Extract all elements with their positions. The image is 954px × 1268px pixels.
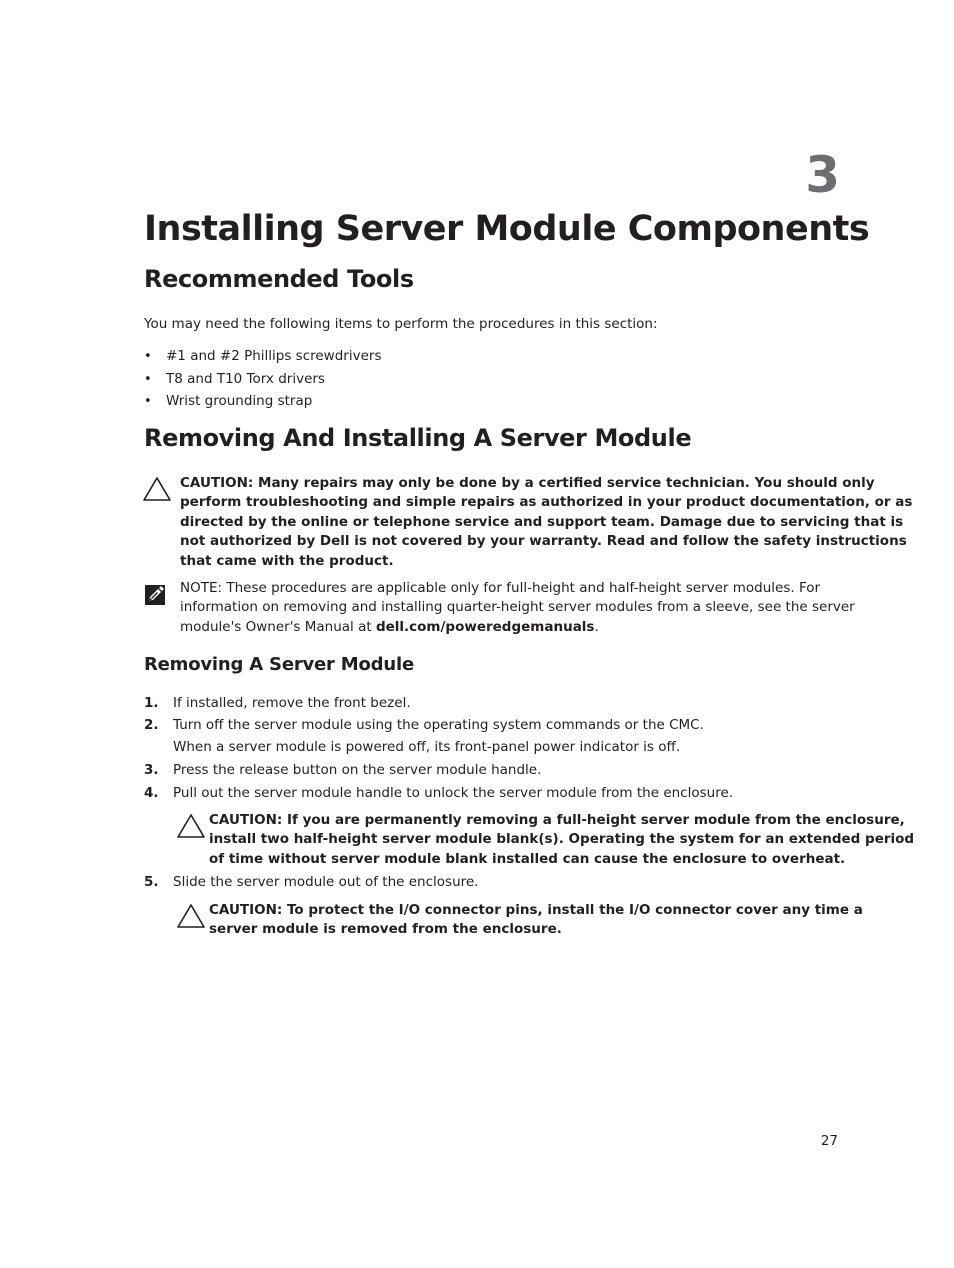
step-text: Slide the server module out of the enclosure.: [173, 874, 479, 890]
step-number: 5.: [144, 874, 159, 890]
caution-line: CAUTION: Many repairs may only be done by a certified service technician. You should only: [180, 475, 875, 491]
caution-line: install two half-height server module blank(s). Operating the system for an extended period: [209, 831, 915, 848]
note-text: These procedures are applicable only for full-height and half-height server modules. For: [226, 580, 821, 596]
recommended-tools-heading: Recommended Tools: [144, 265, 414, 293]
bullet-icon: •: [144, 394, 152, 409]
note-text: .: [594, 618, 599, 635]
step-subtext: When a server module is powered off, its front-panel power indicator is off.: [173, 739, 681, 755]
list-item-text: T8 and T10 Torx drivers: [166, 370, 325, 387]
removing-module-heading: Removing A Server Module: [144, 654, 414, 675]
caution-line: not authorized by Dell is not covered by your warranty. Read and follow the safety instructions: [180, 533, 907, 550]
list-item-text: #1 and #2 Phillips screwdrivers: [166, 348, 382, 364]
step-number: 3.: [144, 762, 159, 778]
note-icon: [144, 584, 166, 606]
caution-icon: [142, 476, 172, 502]
caution-line: CAUTION: If you are permanently removing a full-height server module from the enclosure,: [209, 812, 905, 828]
caution-message: [209, 811, 914, 869]
step-number: 4.: [144, 785, 159, 801]
caution-message: [180, 474, 912, 571]
bullet-icon: •: [144, 371, 152, 387]
note-line: [180, 579, 855, 598]
page-title: Installing Server Module Components: [144, 209, 870, 249]
caution-line: that came with the product.: [180, 552, 394, 569]
step-text: Pull out the server module handle to unlock the server module from the enclosure.: [173, 785, 734, 801]
note-message: [180, 579, 855, 637]
list-item-text: Wrist grounding strap: [166, 393, 313, 409]
note-line: [180, 618, 855, 637]
chapter-number: 3: [805, 146, 840, 204]
step-text: If installed, remove the front bezel.: [173, 695, 411, 711]
caution-line: server module is removed from the enclosure.: [209, 921, 562, 938]
recommended-tools-intro: You may need the following items to perform the procedures in this section:: [144, 316, 658, 332]
note-text: module's Owner's Manual at: [180, 618, 376, 635]
step-text: Turn off the server module using the operating system commands or the CMC.: [173, 717, 704, 733]
note-label: NOTE:: [180, 580, 223, 596]
caution-icon: [176, 813, 206, 839]
step-number: 2.: [144, 717, 159, 733]
caution-line: perform troubleshooting and simple repairs as authorized in your product documentation, or as: [180, 494, 913, 511]
note-line: information on removing and installing quarter-height server modules from a sleeve, see the server: [180, 599, 855, 616]
caution-icon: [176, 903, 206, 929]
removing-installing-heading: Removing And Installing A Server Module: [144, 424, 692, 452]
caution-line: CAUTION: To protect the I/O connector pins, install the I/O connector cover any time a: [209, 902, 863, 918]
caution-line: of time without server module blank installed can cause the enclosure to overheat.: [209, 850, 846, 867]
step-number: 1.: [144, 695, 159, 711]
page-number: 27: [820, 1133, 838, 1149]
step-text: Press the release button on the server module handle.: [173, 762, 542, 778]
caution-line: directed by the online or telephone service and support team. Damage due to servicing that is: [180, 513, 904, 530]
caution-message: [209, 901, 863, 940]
bullet-icon: •: [144, 349, 152, 364]
manuals-link[interactable]: dell.com/poweredgemanuals: [375, 618, 595, 635]
